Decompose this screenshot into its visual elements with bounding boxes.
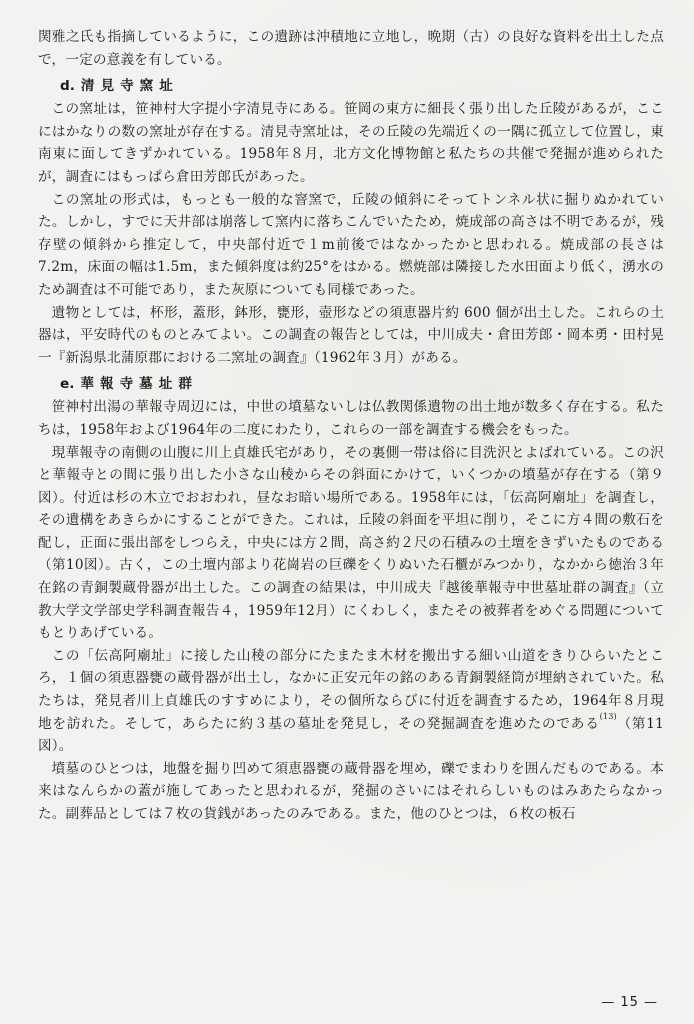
body-text	[38, 26, 664, 826]
section-heading-e	[38, 374, 664, 394]
section-heading-d	[38, 76, 664, 96]
paragraph: 墳墓のひとつは，地盤を掘り凹めて須恵器甕の蔵骨器を埋め，礫でまわりを囲んだものである。本来はなんらかの蓋が施してあったと思われるが，発掘のさいにはそれらしいものはみあたらなかった。副葬品としては７枚の貨銭があったのみである。また，他のひとつは，６枚の板石	[38, 760, 664, 822]
paragraph: 関雅之氏も指摘しているように，この遺跡は沖積地に立地し，晩期（古）の良好な資料を出土した点で，一定の意義を有している。	[38, 29, 664, 68]
paragraph: 笹神村出湯の華報寺周辺には，中世の墳墓ないしは仏教関係遺物の出土地が数多く存在する。私たちは，1958年および1964年の二度にわたり，これらの一部を調査する機会をもった。	[38, 399, 664, 438]
section-title: 清見寺窯址	[80, 78, 179, 95]
paragraph: 遺物としては，杯形，蓋形，鉢形，甕形，壺形などの須恵器片約 600 個が出土した。これらの土器は，平安時代のものとみてよい。この調査の報告としては，中川成夫・倉田芳郎・岡本勇・田村晃一『新潟県北蒲原郡における二窯址の調査』（1962年３月）がある。	[38, 304, 664, 366]
section-marker: e.	[60, 376, 75, 393]
paragraph: この窯址は，笹神村大字提小字清見寺にある。笹岡の東方に細長く張り出した丘陵があるが，ここにはかなりの数の窯址が存在する。清見寺窯址は，その丘陵の先端近くの一隅に孤立して位置し，東南東に面してきずかれている。1958年８月，北方文化博物館と私たちの共催で発掘が進められたが，調査にはもっぱら倉田芳郎氏があった。	[38, 101, 664, 185]
paragraph: 現華報寺の南側の山腹に川上貞雄氏宅があり，その裏側一帯は俗に目洗沢とよばれている。この沢と華報寺との間に張り出した小さな山稜からその斜面にかけて，いくつかの墳墓が存在する（第９図）。付近は杉の木立でおおわれ，昼なお暗い場所である。1958年には，「伝高阿廟址」を調査し，その遺構をあきらかにすることができた。これは，丘陵の斜面を平坦に削り，そこに方４間の敷石を配し，正面に張出部をしつらえ，中央には方２間，高さ約２尺の石積みの土壇をきずいたものである（第10図）。古く，この土壇内部より花崗岩の巨礫をくりぬいた石櫃がみつかり，なかから徳治３年在銘の青銅製蔵骨器が出土した。この調査の結果は，中川成夫『越後華報寺中世墓址群の調査』（立教大学文学部史学科調査報告４，1959年12月）にくわしく，またその被葬者をめぐる問題についてもとりあげている。	[38, 444, 664, 642]
paragraph: この窯址の形式は，もっとも一般的な窨窯で，丘陵の傾斜にそってトンネル状に掘りぬかれていた。しかし，すでに天井部は崩落して窯内に落ちこんでいたため，焼成部の高さは不明であるが，残存壁の傾斜から推定して，中央部付近で１m前後ではなかったかと思われる。焼成部の長さは7.2m，床面の幅は1.5m，また傾斜度は約25°をはかる。燃焼部は隣接した水田面より低く，湧水のため調査は不可能であり，また灰原についても同様であった。	[38, 191, 664, 298]
section-title: 華報寺墓址群	[80, 376, 198, 393]
paragraph-text: （第11図）。	[38, 715, 664, 755]
footnote-reference: (13)	[599, 711, 617, 721]
page-number: — 15 —	[601, 995, 658, 1010]
section-marker: d.	[60, 78, 75, 95]
paragraph-text: この「伝高阿廟址」に接した山稜の部分にたまたま木材を搬出する細い山道をきりひらいたところ，１個の須恵器甕の蔵骨器が出土し，なかに正安元年の銘のある青銅製経筒が埋納されていた。私たちは，発見者川上貞雄氏のすすめにより，その個所ならびに付近を調査するため，1964年８月現地を訪れた。そして，あらたに約３基の墓址を発見し，その発掘調査を進めたのである	[38, 647, 664, 732]
paragraph	[38, 645, 664, 758]
